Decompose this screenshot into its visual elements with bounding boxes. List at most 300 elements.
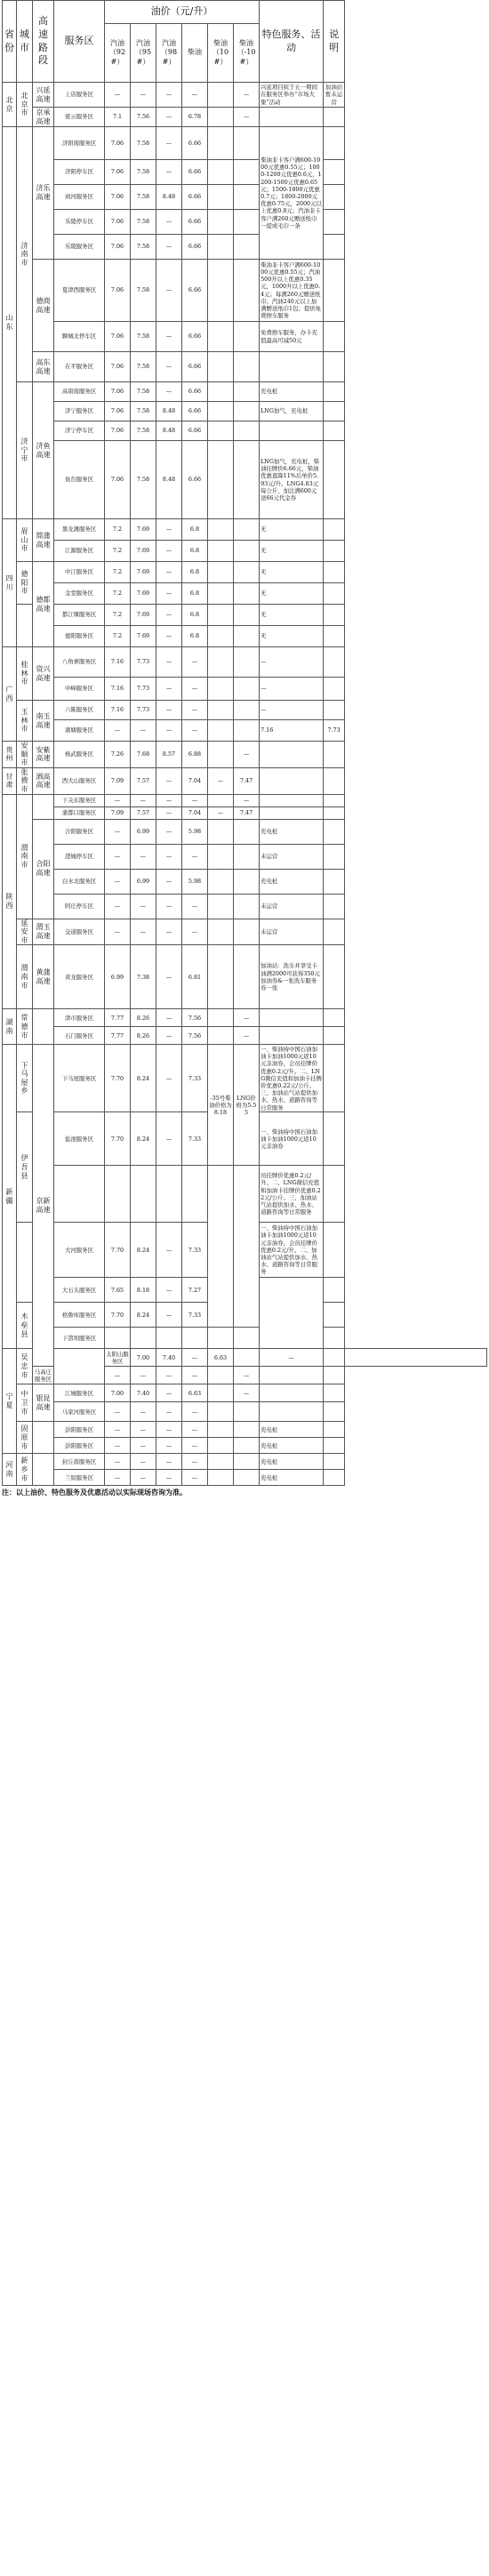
station-cell: 马家河服务区 bbox=[54, 1402, 105, 1422]
note-cell bbox=[324, 1223, 345, 1278]
price-diesel-minus10-cell bbox=[234, 701, 260, 720]
price-diesel-cell: 6.66 bbox=[182, 235, 208, 260]
special-service-cell: 充电桩 bbox=[260, 869, 324, 894]
station-cell: 江源服务区 bbox=[54, 541, 105, 562]
road-cell: 安紫高速 bbox=[33, 742, 54, 768]
price-diesel10-cell bbox=[208, 919, 234, 945]
province-cell: 山东 bbox=[3, 127, 17, 519]
price-g92-cell: 7.00 bbox=[131, 1349, 156, 1367]
price-diesel10-cell bbox=[208, 1009, 234, 1027]
price-diesel10-cell bbox=[208, 185, 234, 210]
price-g92-cell bbox=[105, 1166, 131, 1223]
price-g95-cell: 8.26 bbox=[131, 1027, 156, 1045]
station-cell: 下马屋服务区 bbox=[54, 1045, 105, 1112]
table-row bbox=[3, 605, 487, 626]
special-service-cell: 一、柴油持中国石油加油卡加油1000元返10元非油券，会员挂牌价优惠0.2元/升。二、加油站气站提供加水、热水、道路咨询等日常服务 bbox=[260, 1223, 324, 1278]
note-cell bbox=[324, 819, 345, 844]
station-cell: 德阳服务区 bbox=[54, 626, 105, 647]
price-g95-cell: 7.73 bbox=[131, 701, 156, 720]
note-cell: 7.73 bbox=[324, 720, 345, 742]
price-g92-cell: — bbox=[105, 819, 131, 844]
price-g92-cell: 6.99 bbox=[105, 945, 131, 1009]
city-cell: 桂林市 bbox=[17, 647, 33, 701]
price-diesel-minus10-cell bbox=[234, 382, 260, 402]
price-g98-cell: — bbox=[156, 322, 182, 352]
price-diesel-cell: 6.63 bbox=[182, 1384, 208, 1402]
special-service-cell: 无 bbox=[260, 562, 324, 583]
price-g98-cell: 8.48 bbox=[156, 185, 182, 210]
price-diesel10-cell bbox=[208, 1367, 234, 1384]
price-diesel-minus10-cell bbox=[234, 844, 260, 869]
price-g98-cell: — bbox=[156, 807, 182, 819]
price-g92-cell: — bbox=[105, 844, 131, 869]
price-diesel10-cell bbox=[208, 844, 234, 869]
price-g95-cell: — bbox=[131, 1470, 156, 1486]
table-row bbox=[3, 235, 487, 260]
price-diesel-cell: — bbox=[182, 1438, 208, 1454]
header-station: 服务区 bbox=[54, 1, 105, 83]
station-cell: 蒲都口服务区 bbox=[54, 807, 105, 819]
special-service-cell: 无 bbox=[260, 626, 324, 647]
note-cell bbox=[324, 1328, 345, 1349]
price-diesel10-cell: — bbox=[208, 767, 234, 794]
station-cell: 中江服务区 bbox=[54, 562, 105, 583]
note-cell bbox=[324, 1303, 345, 1328]
note-cell bbox=[324, 794, 345, 807]
price-g98-cell: — bbox=[156, 1112, 182, 1166]
special-service-cell bbox=[260, 108, 324, 127]
price-g98-cell: — bbox=[156, 819, 182, 844]
table-row bbox=[3, 1045, 487, 1112]
price-diesel-minus10-cell bbox=[234, 421, 260, 441]
special-service-cell bbox=[260, 352, 324, 382]
price-g92-cell: 7.06 bbox=[105, 421, 131, 441]
table-row bbox=[3, 678, 487, 701]
note-cell bbox=[324, 1454, 345, 1470]
station-cell: 八角寨服务区 bbox=[54, 647, 105, 678]
price-g98-cell: 8.48 bbox=[156, 402, 182, 421]
price-g92-cell: 7.70 bbox=[105, 1223, 131, 1278]
table-row bbox=[3, 352, 487, 382]
price-diesel-minus10-cell bbox=[234, 1438, 260, 1454]
price-g98-cell: 8.48 bbox=[156, 441, 182, 519]
special-service-cell: 充电桩 bbox=[260, 819, 324, 844]
price-g95-cell: 8.24 bbox=[131, 1303, 156, 1328]
special-service-cell: 充电桩 bbox=[260, 1422, 324, 1438]
station-cell: 津市服务区 bbox=[54, 1009, 105, 1027]
price-diesel-minus10-cell bbox=[234, 1422, 260, 1438]
table-row bbox=[3, 1454, 487, 1470]
price-diesel-minus10-cell bbox=[234, 678, 260, 701]
table-row bbox=[3, 260, 487, 322]
price-g98-cell: — bbox=[156, 894, 182, 919]
price-g98-cell: — bbox=[156, 701, 182, 720]
city-cell: 济南市 bbox=[17, 127, 33, 382]
special-service-cell: 加油站：洗车并享受卡油满2000可获得350元加油券&一张洗车服务券一张 bbox=[260, 945, 324, 1009]
station-cell: 江城服务区 bbox=[54, 1384, 105, 1402]
table-row bbox=[3, 160, 487, 185]
special-service-cell: 充电桩 bbox=[260, 1438, 324, 1454]
station-cell: 高唐南服务区 bbox=[54, 382, 105, 402]
road-cell: 合阳高速 bbox=[33, 819, 54, 919]
price-diesel10-cell bbox=[208, 869, 234, 894]
city-cell: 渭南市 bbox=[17, 794, 33, 919]
price-diesel10-cell bbox=[208, 108, 234, 127]
price-g92-cell: 7.00 bbox=[105, 1384, 131, 1402]
price-diesel-minus10-cell: — bbox=[234, 1027, 260, 1045]
price-diesel-minus10-cell: — bbox=[234, 83, 260, 108]
header-diesel: 柴油 bbox=[182, 24, 208, 83]
price-diesel-cell: 6.63 bbox=[208, 1349, 234, 1367]
road-cell: 兴延高速 bbox=[33, 83, 54, 108]
note-cell bbox=[324, 235, 345, 260]
table-row bbox=[3, 108, 487, 127]
price-g95-cell: 6.99 bbox=[131, 819, 156, 844]
price-g92-cell: 7.16 bbox=[105, 678, 131, 701]
price-diesel-cell: 6.8 bbox=[182, 519, 208, 541]
price-diesel-minus10-cell bbox=[234, 441, 260, 519]
price-g92-cell: 7.2 bbox=[105, 583, 131, 605]
price-diesel-minus10-cell bbox=[234, 519, 260, 541]
city-cell: 北京市 bbox=[17, 83, 33, 127]
road-cell: 银昆高速 bbox=[33, 1384, 54, 1422]
station-cell: 蒲塘服务区 bbox=[54, 720, 105, 742]
price-g92-cell: 7.70 bbox=[105, 1303, 131, 1328]
station-cell: 济宁停车区 bbox=[54, 421, 105, 441]
special-service-cell bbox=[260, 742, 324, 768]
price-diesel10-cell bbox=[208, 382, 234, 402]
price-g92-cell: — bbox=[105, 1367, 131, 1384]
table-row bbox=[3, 1470, 487, 1486]
price-diesel-cell: 6.81 bbox=[182, 945, 208, 1009]
station-cell: 兰原服务区 bbox=[54, 1470, 105, 1486]
price-diesel-minus10-cell bbox=[234, 945, 260, 1009]
table-row bbox=[3, 127, 487, 160]
price-g95-cell: 7.69 bbox=[131, 583, 156, 605]
price-diesel-cell: — bbox=[182, 83, 208, 108]
price-diesel-minus10-cell bbox=[234, 541, 260, 562]
note-cell bbox=[324, 210, 345, 235]
price-g95-cell: 7.58 bbox=[131, 402, 156, 421]
price-diesel-minus10-cell bbox=[234, 235, 260, 260]
price-g92-cell: 7.06 bbox=[105, 352, 131, 382]
station-cell: 格鲁库服务区 bbox=[54, 1303, 105, 1328]
price-diesel-cell: 6.66 bbox=[182, 127, 208, 160]
special-service-cell: 无 bbox=[260, 519, 324, 541]
price-diesel-cell: 7.33 bbox=[182, 1112, 208, 1166]
note-cell bbox=[324, 1470, 345, 1486]
price-g95-cell: 7.58 bbox=[131, 160, 156, 185]
note-cell bbox=[324, 1384, 345, 1402]
price-diesel10-cell bbox=[208, 894, 234, 919]
header-gasoline-98: 汽油（98#） bbox=[156, 24, 182, 83]
note-cell bbox=[324, 160, 345, 185]
city-cell: 眉山市 bbox=[17, 519, 33, 562]
price-g95-cell: 7.57 bbox=[131, 807, 156, 819]
province-cell: 北京 bbox=[3, 83, 17, 127]
special-service-cell: 无 bbox=[260, 583, 324, 605]
price-diesel-cell: 7.27 bbox=[182, 1278, 208, 1303]
price-g92-cell: 7.06 bbox=[105, 210, 131, 235]
price-diesel10-cell bbox=[208, 626, 234, 647]
special-service-cell: 兴延项目拟于五一期间在服务区举办“市场大集”活动 bbox=[260, 83, 324, 108]
header-gasoline-92: 汽油（92#） bbox=[105, 24, 131, 83]
price-diesel-minus10-cell: — bbox=[234, 742, 260, 768]
price-g92-cell: 7.06 bbox=[105, 322, 131, 352]
price-diesel10-cell bbox=[208, 160, 234, 185]
note-cell bbox=[324, 869, 345, 894]
table-row bbox=[3, 647, 487, 678]
road-cell bbox=[33, 794, 54, 819]
table-row bbox=[3, 919, 487, 945]
price-g95-cell: 8.26 bbox=[131, 1009, 156, 1027]
table-row bbox=[3, 1349, 487, 1367]
price-diesel-minus10-cell: — bbox=[260, 1349, 324, 1367]
note-cell bbox=[324, 1367, 345, 1384]
price-table-wrapper bbox=[2, 0, 487, 1497]
table-row bbox=[3, 767, 487, 794]
station-cell: 黄龙服务区 bbox=[54, 945, 105, 1009]
price-diesel10-cell bbox=[208, 1328, 234, 1349]
city-cell: 德阳市 bbox=[17, 562, 33, 605]
city-cell: 中卫市 bbox=[17, 1384, 33, 1422]
price-g98-cell: — bbox=[156, 720, 182, 742]
price-diesel-minus10-cell bbox=[234, 1166, 260, 1328]
price-g98-cell: — bbox=[156, 1303, 182, 1328]
price-g98-cell: — bbox=[156, 1223, 182, 1278]
note-cell bbox=[324, 945, 345, 1009]
price-diesel-cell: 6.78 bbox=[182, 108, 208, 127]
price-g98-cell: — bbox=[156, 1384, 182, 1402]
table-row bbox=[3, 742, 487, 768]
price-diesel-cell: — bbox=[182, 720, 208, 742]
price-diesel-cell: 7.56 bbox=[182, 1027, 208, 1045]
price-g92-cell: 7.06 bbox=[105, 160, 131, 185]
price-diesel10-cell bbox=[234, 1349, 260, 1367]
road-cell: 黄蒲高速 bbox=[33, 945, 54, 1009]
price-g95-cell: 7.58 bbox=[131, 127, 156, 160]
price-g95-cell: — bbox=[131, 844, 156, 869]
station-cell: 马高庄服务区 bbox=[33, 1367, 54, 1384]
price-diesel-cell: 6.8 bbox=[182, 626, 208, 647]
price-g98-cell: — bbox=[156, 83, 182, 108]
table-row bbox=[3, 1009, 487, 1027]
station-cell: 鱼台服务区 bbox=[54, 441, 105, 519]
price-g98-cell: — bbox=[156, 678, 182, 701]
station-cell: 济阳停车区 bbox=[54, 160, 105, 185]
station-cell: 彭阳服务区 bbox=[54, 1422, 105, 1438]
price-diesel10-cell bbox=[208, 127, 234, 160]
price-g98-cell: — bbox=[156, 1045, 182, 1112]
special-service-cell bbox=[260, 1384, 324, 1402]
station-cell: 上店服务区 bbox=[54, 83, 105, 108]
price-g92-cell: — bbox=[105, 869, 131, 894]
price-g92-cell: — bbox=[105, 894, 131, 919]
price-diesel-cell: 6.66 bbox=[182, 160, 208, 185]
special-service-cell: 免费擦车服务，办卡充值最高可减50元 bbox=[260, 322, 324, 352]
price-g92-cell: — bbox=[105, 1438, 131, 1454]
price-g98-cell: — bbox=[156, 794, 182, 807]
table-row bbox=[3, 1328, 487, 1349]
special-service-cell bbox=[324, 1349, 345, 1367]
price-g95-cell: 7.40 bbox=[156, 1349, 182, 1367]
price-g92-cell: 7.06 bbox=[105, 127, 131, 160]
price-g92-cell: 7.70 bbox=[105, 1045, 131, 1112]
price-g92-cell: 7.16 bbox=[105, 701, 131, 720]
note-cell bbox=[324, 322, 345, 352]
price-diesel-minus10-cell bbox=[234, 402, 260, 421]
station-cell: 太阳山服务区 bbox=[106, 1350, 129, 1365]
table-row bbox=[3, 844, 487, 869]
price-diesel-cell: — bbox=[182, 1422, 208, 1438]
header-note: 说明 bbox=[324, 1, 345, 83]
price-g98-cell: — bbox=[156, 767, 182, 794]
road-cell: 高东高速 bbox=[33, 352, 54, 382]
price-diesel10-cell bbox=[208, 235, 234, 260]
price-g95-cell: 7.40 bbox=[131, 1384, 156, 1402]
price-diesel-cell: — bbox=[182, 1454, 208, 1470]
price-g92-cell: 7.70 bbox=[105, 1112, 131, 1166]
price-diesel10-cell bbox=[208, 1402, 234, 1422]
price-diesel-minus10-cell: 7.47 bbox=[234, 767, 260, 794]
special-service-cell: 充电桩 bbox=[260, 1454, 324, 1470]
city-cell: 下马屋乡 bbox=[17, 1045, 33, 1112]
province-cell: 河南 bbox=[3, 1454, 17, 1486]
price-g92-cell: 7.77 bbox=[105, 1027, 131, 1045]
note-cell bbox=[324, 127, 345, 160]
note-cell bbox=[324, 402, 345, 421]
price-diesel10-cell bbox=[208, 1422, 234, 1438]
price-diesel10-cell bbox=[208, 1454, 234, 1470]
price-g92-cell: 7.2 bbox=[105, 605, 131, 626]
price-g95-cell: 7.73 bbox=[131, 647, 156, 678]
header-diesel-minus10: 柴油（-10#） bbox=[234, 24, 260, 83]
note-cell bbox=[324, 1009, 345, 1027]
note-cell bbox=[324, 1166, 345, 1223]
price-g95-cell: — bbox=[131, 720, 156, 742]
price-g98-cell: — bbox=[156, 626, 182, 647]
price-g98-cell: — bbox=[156, 647, 182, 678]
table-row bbox=[3, 382, 487, 402]
price-diesel-cell: — bbox=[182, 919, 208, 945]
table-row bbox=[3, 322, 487, 352]
special-service-cell bbox=[260, 1009, 324, 1027]
table-row bbox=[3, 562, 487, 583]
province-cell: 四川 bbox=[3, 519, 17, 647]
price-diesel-minus10-cell: 7.47 bbox=[234, 807, 260, 819]
price-diesel-minus10-cell: — bbox=[234, 1384, 260, 1402]
price-diesel10-cell bbox=[208, 1470, 234, 1486]
price-diesel10-cell bbox=[208, 720, 234, 742]
price-diesel10-cell bbox=[208, 322, 234, 352]
price-g98-cell: — bbox=[156, 210, 182, 235]
price-diesel-minus10-cell: — bbox=[234, 1009, 260, 1027]
price-g98-cell: — bbox=[156, 260, 182, 322]
price-diesel-minus10-cell bbox=[234, 1470, 260, 1486]
city-cell: 延安市 bbox=[17, 919, 33, 945]
special-service-cell: — bbox=[260, 701, 324, 720]
price-g98-cell: — bbox=[156, 1402, 182, 1422]
price-diesel-minus10-cell bbox=[234, 819, 260, 844]
note-cell: 加油站暂未运营 bbox=[324, 83, 345, 108]
station-cell: 乐陵停车区 bbox=[54, 210, 105, 235]
station-cell: 下关东服务区 bbox=[54, 794, 105, 807]
price-g92-cell: — bbox=[105, 720, 131, 742]
price-diesel-minus10-cell bbox=[234, 894, 260, 919]
station-cell: 金堂服务区 bbox=[54, 583, 105, 605]
station-cell: 黑龙滩服务区 bbox=[54, 519, 105, 541]
station-cell: 中峰服务区 bbox=[54, 678, 105, 701]
price-diesel10-cell bbox=[208, 583, 234, 605]
price-diesel-cell: 6.88 bbox=[182, 742, 208, 768]
table-row bbox=[3, 583, 487, 605]
table-row bbox=[3, 1166, 487, 1223]
price-g95-cell: 7.69 bbox=[131, 541, 156, 562]
special-service-cell: 未运营 bbox=[260, 919, 324, 945]
price-g98-cell bbox=[156, 1328, 182, 1349]
price-diesel10-cell bbox=[208, 945, 234, 1009]
price-diesel10-cell bbox=[208, 794, 234, 807]
special-service-cell: 柴油非卡客户满600-1000元优惠0.55元；汽油500升以上优惠0.35元，1000升以上优惠0.4元；每满260元赠送纸巾；汽油240元以上加满赠送纸巾1包；提供免费擦车服务 bbox=[260, 260, 324, 322]
price-g92-cell: 7.2 bbox=[105, 626, 131, 647]
header-price: 油价（元/升） bbox=[105, 1, 260, 24]
table-row bbox=[3, 421, 487, 441]
price-diesel10-cell bbox=[208, 1166, 234, 1328]
price-diesel10-cell bbox=[208, 352, 234, 382]
price-diesel-cell bbox=[182, 1166, 208, 1223]
city-cell bbox=[17, 605, 33, 647]
price-g98-cell: — bbox=[156, 1027, 182, 1045]
special-service-cell: 一、柴油持中国石油加油卡加油1000元返10元非油券 bbox=[260, 1112, 324, 1166]
price-g95-cell: 7.58 bbox=[131, 210, 156, 235]
price-diesel10-cell bbox=[208, 678, 234, 701]
note-cell bbox=[324, 185, 345, 210]
price-g92-cell bbox=[105, 1328, 131, 1349]
price-diesel-minus10-cell bbox=[234, 562, 260, 583]
note-cell bbox=[324, 894, 345, 919]
price-g98-cell: — bbox=[156, 108, 182, 127]
price-g95-cell: — bbox=[131, 794, 156, 807]
station-cell: 乐陵服务区 bbox=[54, 235, 105, 260]
price-diesel-cell: — bbox=[182, 844, 208, 869]
price-diesel-cell: — bbox=[182, 894, 208, 919]
fuel-price-table bbox=[2, 0, 487, 1486]
price-diesel-cell: 7.33 bbox=[182, 1223, 208, 1278]
road-cell bbox=[33, 1009, 54, 1045]
price-g95-cell bbox=[131, 1328, 156, 1349]
price-diesel-cell: 6.8 bbox=[182, 605, 208, 626]
province-cell: 甘肃 bbox=[3, 767, 17, 794]
price-diesel-minus10-cell bbox=[234, 919, 260, 945]
price-g92-cell: 7.1 bbox=[105, 108, 131, 127]
note-cell bbox=[324, 541, 345, 562]
station-cell: 封丘南服务区 bbox=[54, 1454, 105, 1470]
road-cell: 德商高速 bbox=[33, 260, 54, 352]
price-g98-cell: — bbox=[156, 1422, 182, 1438]
price-g92-cell: — bbox=[105, 794, 131, 807]
city-cell: 安顺市 bbox=[17, 742, 33, 768]
price-g92-cell: 7.26 bbox=[105, 742, 131, 768]
province-cell: 宁夏 bbox=[3, 1349, 17, 1454]
price-diesel-cell: 6.66 bbox=[182, 352, 208, 382]
road-cell: 南玉高速 bbox=[33, 701, 54, 742]
price-diesel-cell: 6.66 bbox=[182, 402, 208, 421]
price-g95-cell: — bbox=[131, 1402, 156, 1422]
price-g95-cell: 7.58 bbox=[131, 260, 156, 322]
price-g98-cell: — bbox=[156, 235, 182, 260]
table-row bbox=[3, 945, 487, 1009]
price-diesel-cell: — bbox=[182, 794, 208, 807]
